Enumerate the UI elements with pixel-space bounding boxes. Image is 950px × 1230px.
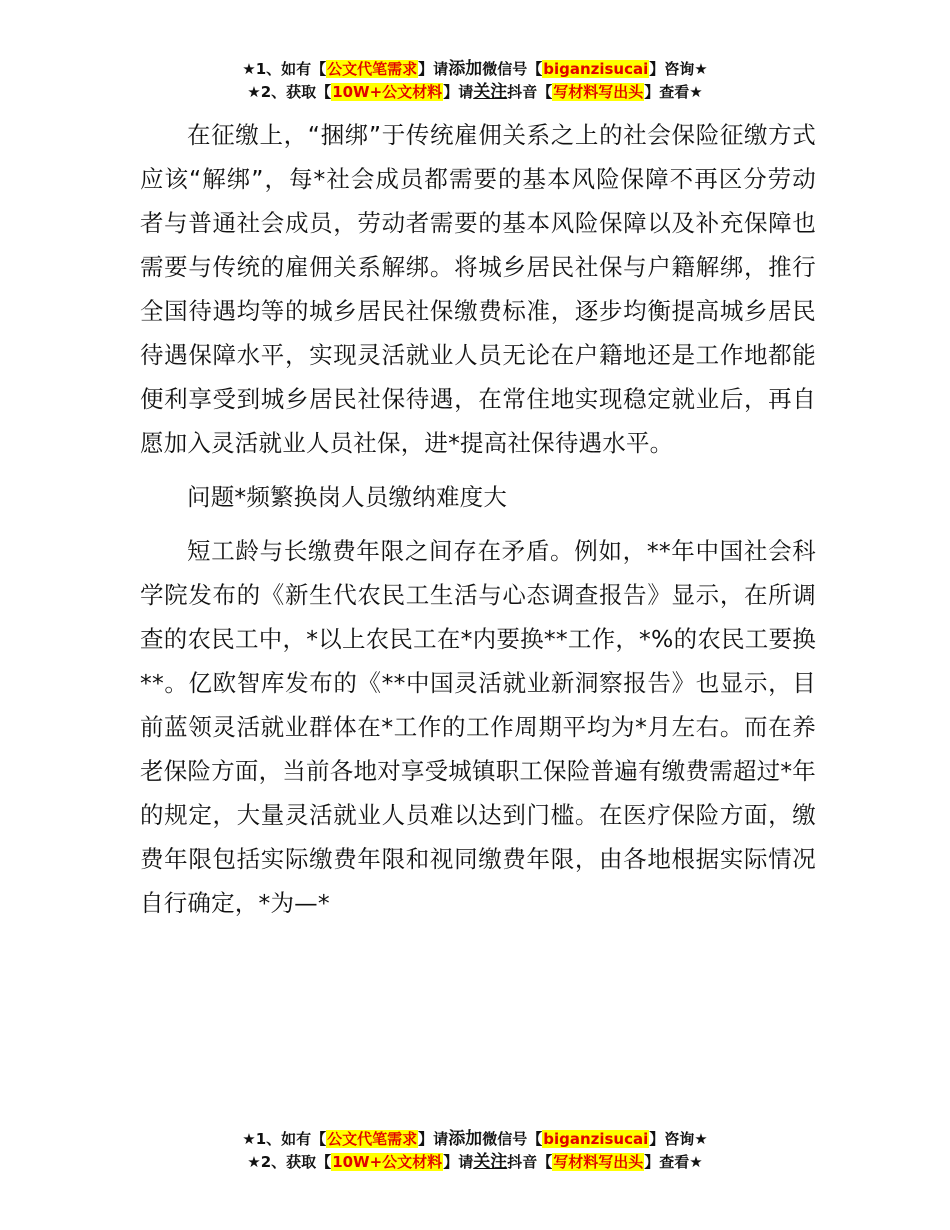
footer-line-1: ★1、如有【公文代笔需求】请添加微信号【biganzisucai】咨询★ xyxy=(242,1129,708,1149)
paragraph: 短工龄与长缴费年限之间存在矛盾。例如，**年中国社会科学院发布的《新生代农民工生活与心态调查报告》显示，在所调查的农民工中，*以上农民工在*内要换**工作，*%的农民工要换**。亿欧智库发布的《**中国灵活就业新洞察报告》也显示，目前蓝领灵活就业群体在*工作的工作周期平均为*月左右。而在养老保险方面，当前各地对享受城镇职工保险普遍有缴费需超过*年的规定，大量灵活就业人员难以达到门槛。在医疗保险方面，缴费年限包括实际缴费年限和视同缴费年限，由各地根据实际情况自行确定，*为—* xyxy=(140,537,816,917)
footer-banner xyxy=(0,1128,950,1174)
highlight-service: 公文代笔需求 xyxy=(327,1130,418,1148)
paragraph: 在征缴上，“捆绑”于传统雇佣关系之上的社会保险征缴方式应该“解绑”，每*社会成员都需要的基本风险保障不再区分劳动者与普通社会成员，劳动者需要的基本风险保障以及补充保障也需要与传统的雇佣关系解绑。将城乡居民社保与户籍解绑，推行全国待遇均等的城乡居民社保缴费标准，逐步均衡提高城乡居民待遇保障水平，实现灵活就业人员无论在户籍地还是工作地都能便利享受到城乡居民社保待遇，在常住地实现稳定就业后，再自愿加入灵活就业人员社保，进*提高社保待遇水平。 xyxy=(140,121,816,457)
highlight-douyin-id: 写材料写出头 xyxy=(553,1153,644,1171)
highlight-wechat-id: biganzisucai xyxy=(543,1130,649,1148)
header-line-2: ★2、获取【10W+公文材料】请关注抖音【写材料写出头】查看★ xyxy=(247,82,703,102)
highlight-douyin-id: 写材料写出头 xyxy=(553,83,644,101)
highlight-materials: 10W+公文材料 xyxy=(332,1153,443,1171)
highlight-service: 公文代笔需求 xyxy=(327,60,418,78)
section-heading: 问题*频繁换岗人员缴纳难度大 xyxy=(187,483,508,511)
header-line-1: ★1、如有【公文代笔需求】请添加微信号【biganzisucai】咨询★ xyxy=(242,59,708,79)
highlight-materials: 10W+公文材料 xyxy=(332,83,443,101)
highlight-wechat-id: biganzisucai xyxy=(543,60,649,78)
header-banner xyxy=(0,58,950,104)
document-body xyxy=(140,113,816,935)
footer-line-2: ★2、获取【10W+公文材料】请关注抖音【写材料写出头】查看★ xyxy=(247,1152,703,1172)
